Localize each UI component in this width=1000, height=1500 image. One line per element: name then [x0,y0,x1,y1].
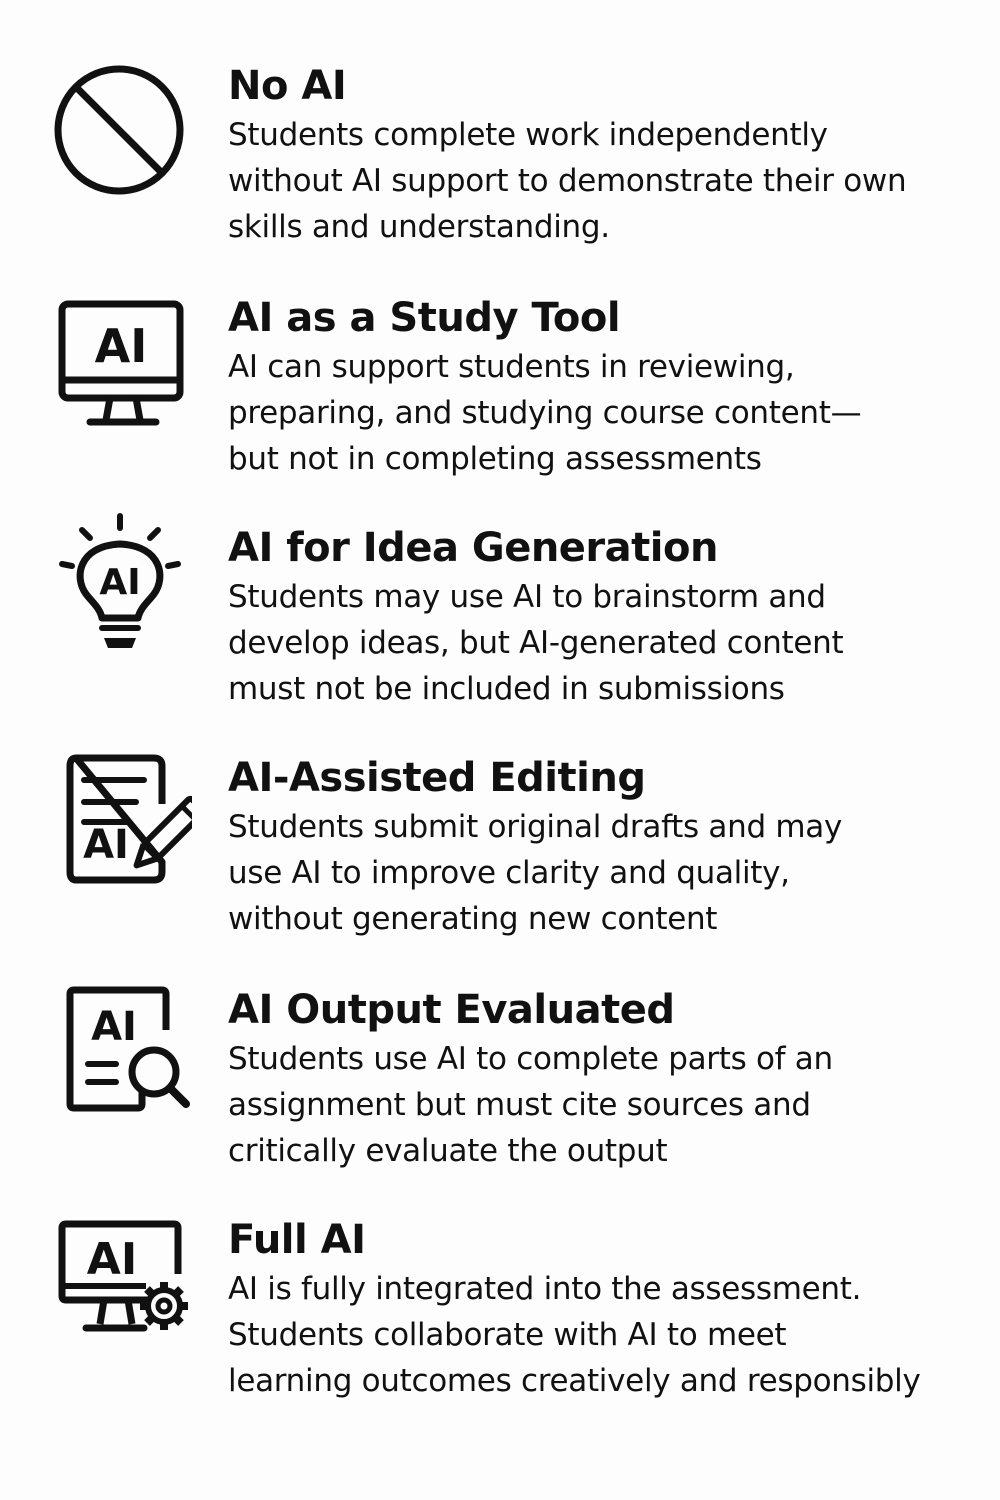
description-line: without AI support to demonstrate their own [228,163,907,199]
level-title: AI as a Study Tool [228,295,621,341]
level-description [228,574,968,712]
description-line: Students submit original drafts and may [228,809,843,845]
description-line: critically evaluate the output [228,1133,668,1169]
level-description [228,1036,968,1174]
description-line: but not in completing assessments [228,441,762,477]
description-line: Students collaborate with AI to meet [228,1317,787,1353]
icon-label: AI [91,1004,137,1050]
icon-label: AI [86,1234,138,1285]
description-line: skills and understanding. [228,209,610,245]
description-line: AI is fully integrated into the assessment. [228,1271,862,1307]
level-title: No AI [228,63,347,109]
description-line: develop ideas, but AI-generated content [228,625,844,661]
level-description [228,1266,968,1404]
level-assisted-editing [0,752,1000,982]
monitor-gear-ai-icon [52,1214,192,1354]
monitor-ai-icon [52,292,192,432]
level-no-ai [0,60,1000,290]
lightbulb-ai-icon [52,512,192,652]
document-magnifier-ai-icon [52,984,192,1124]
level-full-ai [0,1214,1000,1444]
description-line: Students use AI to complete parts of an [228,1041,833,1077]
icon-label: AI [99,562,141,603]
description-line: Students may use AI to brainstorm and [228,579,826,615]
description-line: assignment but must cite sources and [228,1087,811,1123]
description-line: without generating new content [228,901,718,937]
icon-label: AI [83,822,129,868]
level-description [228,804,968,942]
description-line: learning outcomes creatively and responsibly [228,1363,921,1399]
level-description [228,344,968,482]
level-title: AI for Idea Generation [228,525,718,571]
prohibited-icon [52,60,192,200]
description-line: must not be included in submissions [228,671,785,707]
icon-label: AI [94,319,148,373]
description-line: preparing, and studying course content— [228,395,862,431]
level-study-tool [0,292,1000,522]
description-line: Students complete work independently [228,117,828,153]
level-idea-generation [0,522,1000,752]
document-pencil-ai-icon [52,752,192,892]
description-line: AI can support students in reviewing, [228,349,795,385]
level-title: AI-Assisted Editing [228,755,646,801]
level-description [228,112,968,250]
level-title: Full AI [228,1217,366,1263]
description-line: use AI to improve clarity and quality, [228,855,790,891]
level-title: AI Output Evaluated [228,987,675,1033]
level-output-evaluated [0,984,1000,1214]
